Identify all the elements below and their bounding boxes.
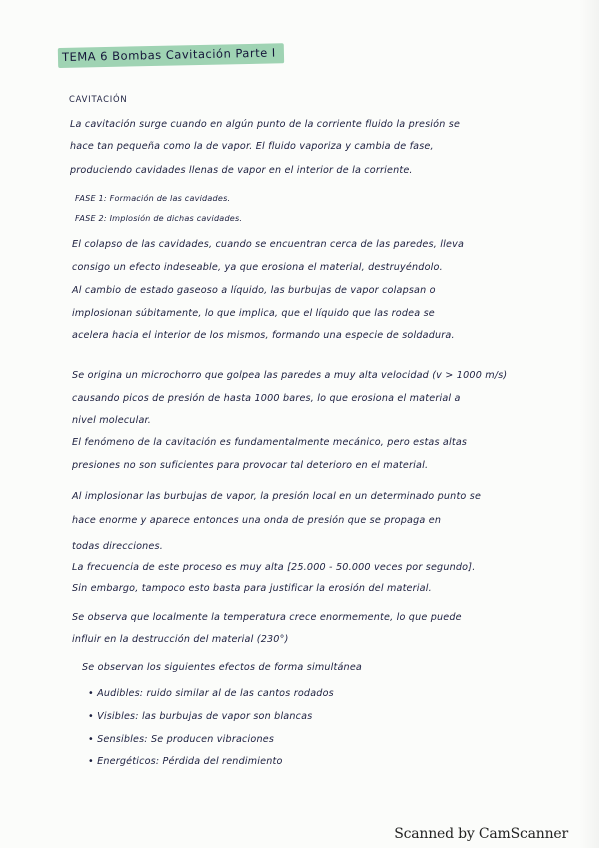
section-heading: CAVITACIÓN — [69, 94, 128, 104]
effect-item: • Visibles: las burbujas de vapor son blancas — [88, 711, 313, 722]
camscanner-watermark: Scanned by CamScanner — [394, 826, 568, 842]
text-line: La frecuencia de este proceso es muy alta [25.000 - 50.000 veces por segundo]. — [72, 562, 476, 573]
text-line: Al cambio de estado gaseoso a líquido, las burbujas de vapor colapsan o — [72, 285, 436, 296]
text-line: todas direcciones. — [72, 541, 163, 552]
text-line: acelera hacia el interior de los mismos, formando una especie de soldadura. — [72, 330, 455, 341]
effect-item: • Audibles: ruido similar al de las cantos rodados — [88, 688, 334, 699]
text-line: implosionan súbitamente, lo que implica, que el líquido que las rodea se — [72, 308, 435, 319]
text-line: El fenómeno de la cavitación es fundamentalmente mecánico, pero estas altas — [72, 437, 468, 448]
text-line: Sin embargo, tampoco esto basta para justificar la erosión del material. — [72, 583, 432, 594]
text-line: Al implosionar las burbujas de vapor, la presión local en un determinado punto se — [72, 491, 482, 502]
effects-intro: Se observan los siguientes efectos de forma simultánea — [82, 662, 363, 673]
text-line: causando picos de presión de hasta 1000 bares, lo que erosiona el material a — [72, 393, 461, 404]
text-line: hace enorme y aparece entonces una onda de presión que se propaga en — [72, 515, 442, 526]
phase-line: FASE 1: Formación de las cavidades. — [75, 193, 231, 203]
text-line: produciendo cavidades llenas de vapor en el interior de la corriente. — [70, 165, 413, 176]
text-line: hace tan pequeña como la de vapor. El fluido vaporiza y cambia de fase, — [70, 141, 434, 152]
text-line: Se origina un microchorro que golpea las paredes a muy alta velocidad (v > 1000 m/s) — [72, 370, 508, 381]
text-line: El colapso de las cavidades, cuando se encuentran cerca de las paredes, lleva — [72, 239, 465, 250]
text-line: consigo un efecto indeseable, ya que erosiona el material, destruyéndolo. — [72, 262, 443, 273]
effect-item: • Energéticos: Pérdida del rendimiento — [88, 756, 283, 767]
text-line: La cavitación surge cuando en algún punto de la corriente fluido la presión se — [70, 119, 461, 130]
effect-item: • Sensibles: Se producen vibraciones — [88, 734, 275, 745]
phase-line: FASE 2: Implosión de dichas cavidades. — [75, 213, 243, 223]
text-line: influir en la destrucción del material (230°) — [72, 634, 289, 645]
page-edge-shadow — [579, 0, 599, 848]
text-line: Se observa que localmente la temperatura crece enormemente, lo que puede — [72, 612, 462, 623]
page-title: TEMA 6 Bombas Cavitación Parte I — [61, 45, 276, 64]
text-line: presiones no son suficientes para provocar tal deterioro en el material. — [72, 460, 429, 471]
text-line: nivel molecular. — [72, 415, 152, 426]
